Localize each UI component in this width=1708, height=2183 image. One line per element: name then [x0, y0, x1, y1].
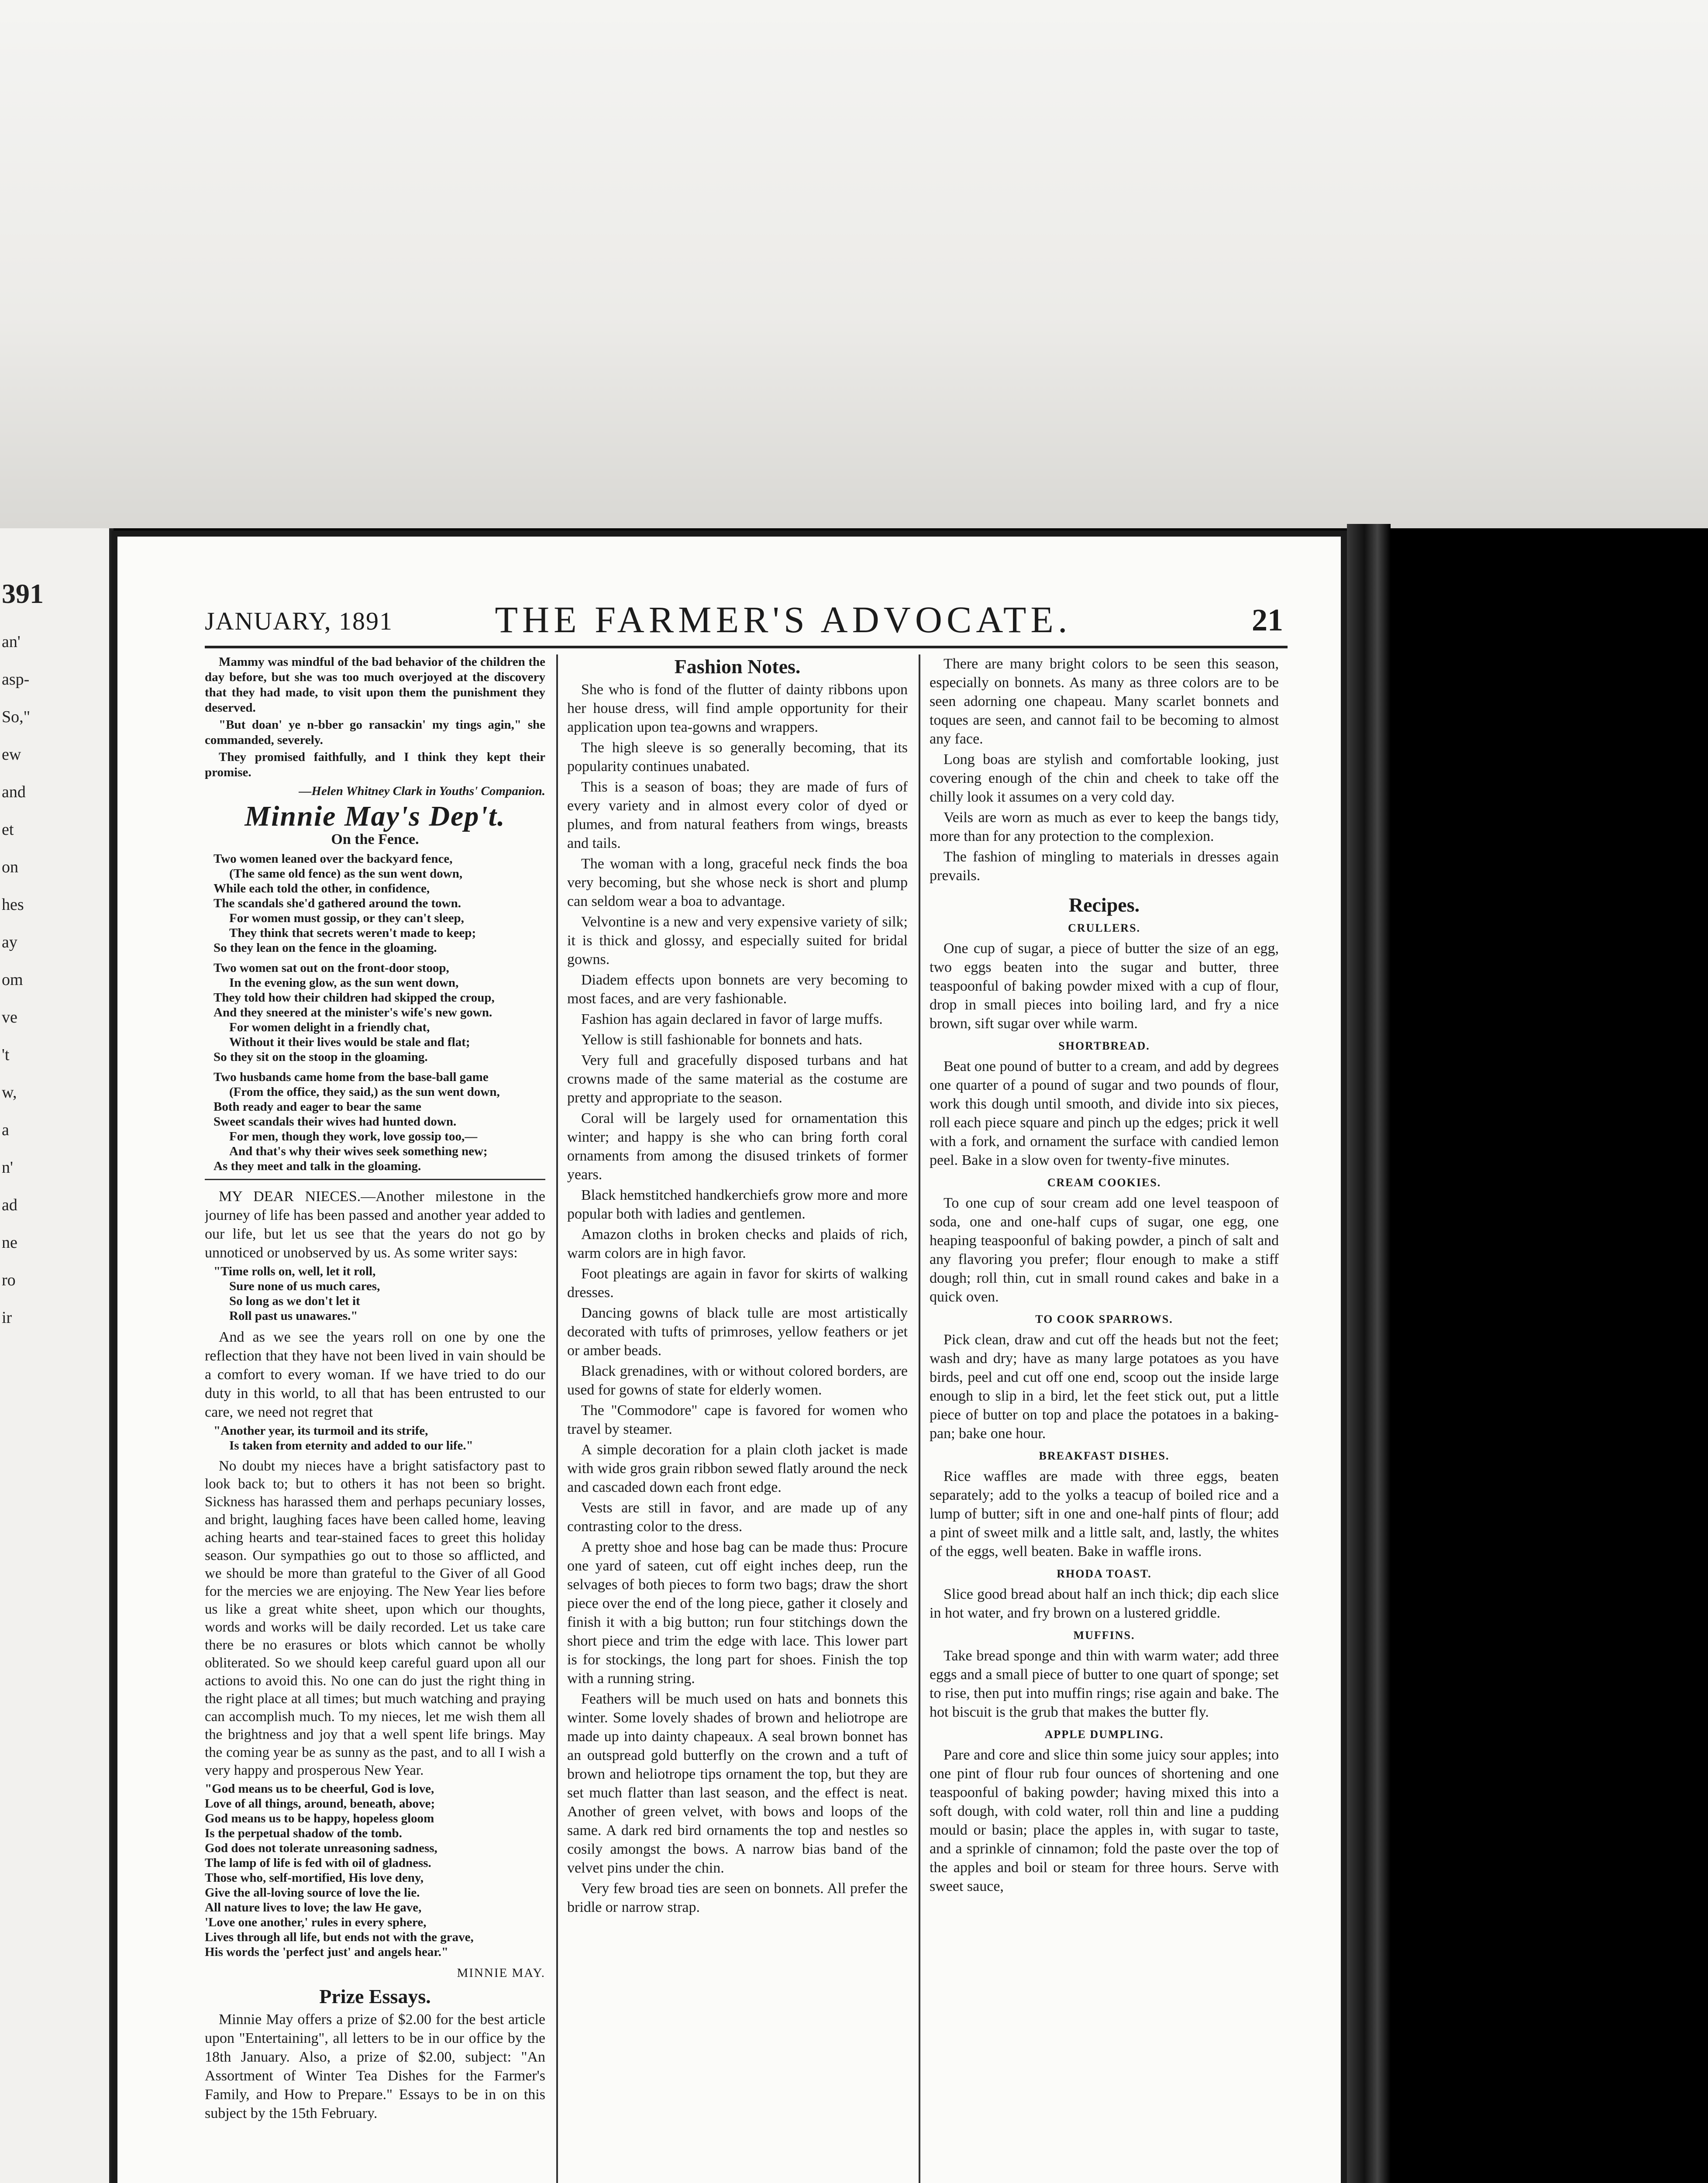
quote-line: Those who, self-mortified, His love deny, — [205, 1871, 424, 1885]
left-page-fragment: ay — [2, 933, 17, 951]
fashion-paragraph: A pretty shoe and hose bag can be made thus: Procure one yard of sateen, cut off eight inches deep, run the selvages of both pieces to form two bags; draw the short piece over the end of the long piece, gather it closely and finish it with a big button; run four stitchings down the short piece and trim the edge with lace. This lower part is for stockings, the long part for shoes. Finish the top with a running string. — [567, 1539, 908, 1687]
poem-line: Without it their lives would be stale and flat; — [229, 1035, 470, 1049]
fashion-paragraph: Velvontine is a new and very expensive variety of silk; it is thick and glossy, and especially suited for bridal gowns. — [567, 914, 908, 968]
poem-line: So they lean on the fence in the gloaming. — [214, 941, 437, 955]
left-page-fragment: ro — [2, 1271, 16, 1289]
fashion-paragraph: The fashion of mingling to materials in dresses again prevails. — [930, 849, 1279, 884]
binder-edge — [1347, 524, 1391, 2183]
fashion-paragraph: Yellow is still fashionable for bonnets and hats. — [581, 1032, 863, 1048]
fashion-paragraph: The "Commodore" cape is favored for women who travel by steamer. — [567, 1402, 908, 1437]
quote-line: God does not tolerate unreasoning sadness, — [205, 1841, 437, 1855]
page-number: 21 — [1252, 603, 1283, 637]
quote-line: "God means us to be cheerful, God is love, — [205, 1782, 434, 1796]
poem-line: (The same old fence) as the sun went down, — [229, 867, 463, 881]
left-page-fragment: 't — [2, 1046, 10, 1064]
recipe-text: Pare and core and slice thin some juicy sour apples; into one pint of flour rub four ounces of shortening and one teaspoonful of baking powder; having mixed this into a soft dough, with cold water, roll thin and line a pudding mould or basin; place the apples in, with sugar to taste, and a sprinkle of cinnamon; fold the paste over the top of the apples and boil or steam for three hours. Serve with sweet sauce, — [930, 1747, 1279, 1894]
story-paragraph: "But doan' ye n-bber go ransackin' my tings agin," she commanded, severely. — [205, 718, 545, 747]
story-paragraph: Mammy was mindful of the bad behavior of the children the day before, but she was too much overjoyed at the discovery that they had made, to visit upon them the punishment they deserved. — [205, 655, 545, 715]
quote — [205, 1781, 545, 1959]
recipe-text: Beat one pound of butter to a cream, and add by degrees one quarter of a pound of sugar and two pounds of flour, work this dough until smooth, and divide into six pieces, roll each piece square and pinch up the edges; prick it well with a fork, and ornament the surface with candied lemon peel. Bake in a slow oven for twenty-five minutes. — [930, 1058, 1279, 1168]
scan-background — [0, 0, 1708, 528]
poem-line: And that's why their wives seek something new; — [229, 1144, 488, 1158]
poem-line: And they sneered at the minister's wife's new gown. — [214, 1005, 492, 1019]
recipe-text: Take bread sponge and thin with warm water; add three eggs and a small piece of butter to one quart of sponge; set to rise, then put into muffin rings; rise again and bake. The hot biscuit is the grub that makes the butter fly. — [930, 1648, 1279, 1720]
quote — [214, 1264, 545, 1323]
recipes-title: Recipes. — [1068, 894, 1140, 916]
poem-line: As they meet and talk in the gloaming. — [214, 1159, 421, 1173]
recipe-text: To one cup of sour cream add one level teaspoon of soda, one and one-half cups of sugar, one egg, one heaping teaspoonful of baking powder, a pinch of salt and any flavoring you prefer; flour enough to make a stiff dough; roll thin, cut in small round cakes and bake in a quick oven. — [930, 1195, 1279, 1305]
left-page-edge — [0, 528, 114, 2183]
fashion-paragraph: Diadem effects upon bonnets are very becoming to most faces, and are very fashionable. — [567, 972, 908, 1007]
quote-line: Sure none of us much cares, — [229, 1279, 380, 1293]
poem-line: Sweet scandals their wives had hunted down. — [214, 1115, 457, 1129]
fashion-paragraph: A simple decoration for a plain cloth jacket is made with wide gros grain ribbon sewed flatly around the neck and cascaded down each front edge. — [567, 1442, 908, 1495]
header-title: THE FARMER'S ADVOCATE. — [495, 599, 1072, 640]
poem-title: On the Fence. — [331, 831, 419, 847]
letter-paragraph: MY DEAR NIECES.—Another milestone in the journey of life has been passed and another year added to our life, but let us see that the years do not go by unnoticed or unobserved by us. As some writer says: — [205, 1188, 545, 1261]
left-page-fragment: ew — [2, 745, 21, 764]
fashion-paragraph: The woman with a long, graceful neck finds the boa very becoming, but she whose neck is short and plump can seldom wear a boa to advantage. — [567, 856, 908, 909]
left-page-fragment: et — [2, 820, 14, 839]
left-page-fragment: om — [2, 971, 23, 989]
quote-line: His words the 'perfect just' and angels hear." — [205, 1945, 448, 1959]
fashion-paragraph: Vests are still in favor, and are made up of any contrasting color to the dress. — [567, 1500, 908, 1535]
quote-line: Lives through all life, but ends not with the grave, — [205, 1930, 474, 1944]
poem-line: Two women leaned over the backyard fence, — [214, 852, 453, 866]
fashion-paragraph: Very few broad ties are seen on bonnets. All prefer the bridle or narrow strap. — [567, 1880, 908, 1915]
fashion-paragraph: Veils are worn as much as ever to keep the bangs tidy, more than for any protection to the complexion. — [930, 809, 1279, 844]
fashion-paragraph: Feathers will be much used on hats and bonnets this winter. Some lovely shades of brown and heliotrope are made up into dainty chapeaux. A seal brown bonnet has an outspread gold butterfly on the crown and a tuft of brown and heliotrope tips ornament the top, but they are set much flatter than last season, and the effect is neat. Another of green velvet, with bows and loops of the same. A dark red bird ornaments the top and nestles so cosily amongst the bows. A narrow bias band of the velvet pins under the chin. — [567, 1691, 908, 1876]
fashion-paragraph: Amazon cloths in broken checks and plaids of rich, warm colors are in high favor. — [567, 1226, 908, 1261]
quote-line: "Another year, its turmoil and its strife, — [214, 1424, 428, 1438]
recipe-text: Rice waffles are made with three eggs, beaten separately; add to the yolks a teacup of boiled rice and a lump of butter; sift in one and one-half pints of flour; add a pint of sweet milk and a little salt, and, lastly, the whites of the eggs, well beaten. Bake in waffle irons. — [930, 1468, 1279, 1560]
left-page-fragment: ne — [2, 1233, 17, 1252]
poem-line: While each told the other, in confidence, — [214, 881, 430, 895]
poem-line: They think that secrets weren't made to keep; — [229, 926, 476, 940]
recipe-title: RHODA TOAST. — [1057, 1567, 1152, 1580]
column-2 — [567, 654, 908, 2183]
column-3 — [930, 654, 1279, 2183]
quote-line: Love of all things, around, beneath, above; — [205, 1797, 435, 1811]
quote-line: "Time rolls on, well, let it roll, — [214, 1264, 376, 1278]
signature: MINNIE MAY. — [457, 1966, 545, 1980]
recipe-title: CREAM COOKIES. — [1047, 1176, 1161, 1189]
page-header — [205, 598, 1283, 641]
quote-line: God means us to be happy, hopeless gloom — [205, 1811, 434, 1825]
column-rule — [556, 654, 558, 2183]
department-title: Minnie May's Dep't. — [244, 800, 506, 832]
left-page-fragment: w, — [2, 1083, 17, 1102]
poem-line: They told how their children had skipped the croup, — [214, 991, 495, 1005]
column-1 — [205, 654, 545, 2183]
poem-line: Two husbands came home from the base-ball game — [214, 1070, 489, 1084]
poem-line: (From the office, they said,) as the sun went down, — [229, 1085, 500, 1099]
left-page-fragment: ve — [2, 1008, 17, 1026]
left-page-fragment: an' — [2, 633, 21, 651]
quote-line: Is taken from eternity and added to our life." — [229, 1439, 473, 1453]
quote — [214, 1423, 545, 1453]
quote-line: So long as we don't let it — [229, 1294, 360, 1308]
poem-line: So they sit on the stoop in the gloaming. — [214, 1050, 428, 1064]
poem-line: Both ready and eager to bear the same — [214, 1100, 422, 1114]
poem-line: Two women sat out on the front-door stoop, — [214, 961, 449, 975]
fashion-paragraph: This is a season of boas; they are made of furs of every variety and in almost every color of dyed or plumes, and from natural feathers from wings, breasts and tails. — [567, 779, 908, 851]
left-page-fragment: So," — [2, 708, 31, 726]
fashion-paragraph: Black grenadines, with or without colored borders, are used for gowns of state for elderly women. — [567, 1363, 908, 1398]
recipe-text: Pick clean, draw and cut off the heads but not the feet; wash and dry; have as many large potatoes as you have birds, peel and cut off one end, scoop out the inside large enough to slip in a bird, let the feet stick out, put a little piece of butter on top and place the potatoes in a baking-pan; bake one hour. — [930, 1332, 1279, 1442]
prize-essays-title: Prize Essays. — [319, 1985, 431, 2007]
fashion-notes-title: Fashion Notes. — [674, 655, 801, 678]
letter-paragraph: No doubt my nieces have a bright satisfactory past to look back to; but to others it has not been so bright. Sickness has harassed them and perhaps pecuniary losses, and bright, laughing faces have been called home, leaving aching hearts and tear-stained faces to greet this holiday season. Our sympathies go out to those so afflicted, and we should be more than grateful to the Giver of all Good for the mercies we are enjoying. The New Year lies before us like a great white sheet, upon which our thoughts, words and works will be daily recorded. Let us take care there be no erasures or blots which cannot be wholly obliterated. So we should keep careful guard upon all our actions to avoid this. No one can do just the right thing in the right place at all times; but much watching and praying can accomplish much. To my nieces, let me wish them all the brightness and joy that a well spent life brings. May the coming year be as sunny as the past, and to all I wish a very happy and prosperous New Year. — [205, 1458, 545, 1778]
left-page-fragment: on — [2, 858, 18, 876]
left-page-fragment: ir — [2, 1308, 12, 1327]
recipe-text: One cup of sugar, a piece of butter the size of an egg, two eggs beaten into the sugar and butter, three teaspoonful of baking powder mixed with a cup of flour, drop in small pieces into boiling lard, and fry a nice brown, sift sugar over while warm. — [930, 940, 1279, 1032]
poem-line: The scandals she'd gathered around the town. — [214, 896, 461, 910]
column-rule — [919, 654, 920, 2183]
poem — [214, 851, 545, 1174]
poem-line: For women delight in a friendly chat, — [229, 1020, 430, 1034]
left-page-year: 391 — [2, 578, 44, 609]
left-page-fragment: ad — [2, 1196, 17, 1214]
quote-line: 'Love one another,' rules in every sphere, — [205, 1915, 427, 1929]
recipe-title: CRULLERS. — [1068, 922, 1141, 934]
fashion-paragraph: Dancing gowns of black tulle are most artistically decorated with tufts of primroses, yellow feathers or jet or amber beads. — [567, 1305, 908, 1359]
quote-line: Give the all-loving source of love the lie. — [205, 1886, 420, 1900]
fashion-paragraph: She who is fond of the flutter of dainty ribbons upon her house dress, will find ample opportunity for their application upon tea-gowns and wrappers. — [567, 682, 908, 735]
recipe-title: SHORTBREAD. — [1058, 1040, 1150, 1052]
quote-line: Is the perpetual shadow of the tomb. — [205, 1826, 402, 1840]
fashion-paragraph: Fashion has again declared in favor of large muffs. — [581, 1011, 883, 1027]
left-page-fragment: and — [2, 783, 26, 801]
header-rule — [205, 646, 1288, 648]
left-page-fragment: a — [2, 1121, 9, 1139]
fashion-paragraph: Black hemstitched handkerchiefs grow more and more popular both with ladies and gentlemen. — [567, 1187, 908, 1222]
header-date: JANUARY, 1891 — [205, 607, 393, 635]
left-page-fragment: hes — [2, 895, 24, 914]
recipe-title: MUFFINS. — [1073, 1629, 1135, 1642]
left-page-fragment: n' — [2, 1158, 13, 1177]
story-attribution: —Helen Whitney Clark in Youths' Companion. — [299, 784, 545, 798]
fashion-paragraph: Coral will be largely used for ornamentation this winter; and happy is she who can bring forth coral ornaments from among the disused trinkets of former years. — [567, 1110, 908, 1183]
quote-line: The lamp of life is fed with oil of gladness. — [205, 1856, 431, 1870]
prize-essays-text: Minnie May offers a prize of $2.00 for the best article upon "Entertaining", all letters to be in our office by the 18th January. Also, a prize of $2.00, subject: "An Assortment of Winter Tea Dishes for the Farmer's Family, and How to Prepare." Essays to be in on this subject by the 15th February. — [205, 2011, 545, 2121]
story-paragraph: They promised faithfully, and I think they kept their promise. — [205, 750, 545, 779]
fashion-paragraph: Foot pleatings are again in favor for skirts of walking dresses. — [567, 1266, 908, 1301]
newspaper-page — [111, 530, 1347, 2183]
quote-line: Roll past us unawares." — [229, 1309, 358, 1323]
letter-paragraph: And as we see the years roll on one by one the reflection that they have not been lived in vain should be a comfort to every woman. If we have tried to do our duty in this world, to all that has been entrusted to our care, we need not regret that — [205, 1329, 545, 1420]
poem-line: For men, though they work, love gossip too,— — [229, 1129, 478, 1143]
fashion-paragraph: Long boas are stylish and comfortable looking, just covering enough of the chin and cheek to take off the chilly look it assumes on a very cold day. — [930, 751, 1279, 805]
poem-line: For women must gossip, or they can't sleep, — [229, 911, 464, 925]
fashion-paragraph: The high sleeve is so generally becoming, that its popularity continues unabated. — [567, 740, 908, 775]
left-page-fragment: asp- — [2, 670, 30, 689]
recipe-title: BREAKFAST DISHES. — [1039, 1450, 1170, 1462]
recipe-text: Slice good bread about half an inch thick; dip each slice in hot water, and fry brown on a lustered griddle. — [930, 1586, 1279, 1621]
recipe-title: TO COOK SPARROWS. — [1035, 1313, 1173, 1326]
quote-line: All nature lives to love; the law He gave, — [205, 1901, 422, 1914]
fashion-paragraph: There are many bright colors to be seen this season, especially on bonnets. As many as three colors are to be seen adorning one chapeau. Many scarlet bonnets and toques are seen, and cannot fail to be becoming to almost any face. — [930, 656, 1279, 747]
recipe-title: APPLE DUMPLING. — [1044, 1728, 1164, 1741]
fashion-paragraph: Very full and gracefully disposed turbans and hat crowns made of the same material as the costume are pretty and appropriate to the season. — [567, 1052, 908, 1106]
section-divider — [205, 1179, 545, 1180]
poem-line: In the evening glow, as the sun went down, — [229, 976, 459, 990]
